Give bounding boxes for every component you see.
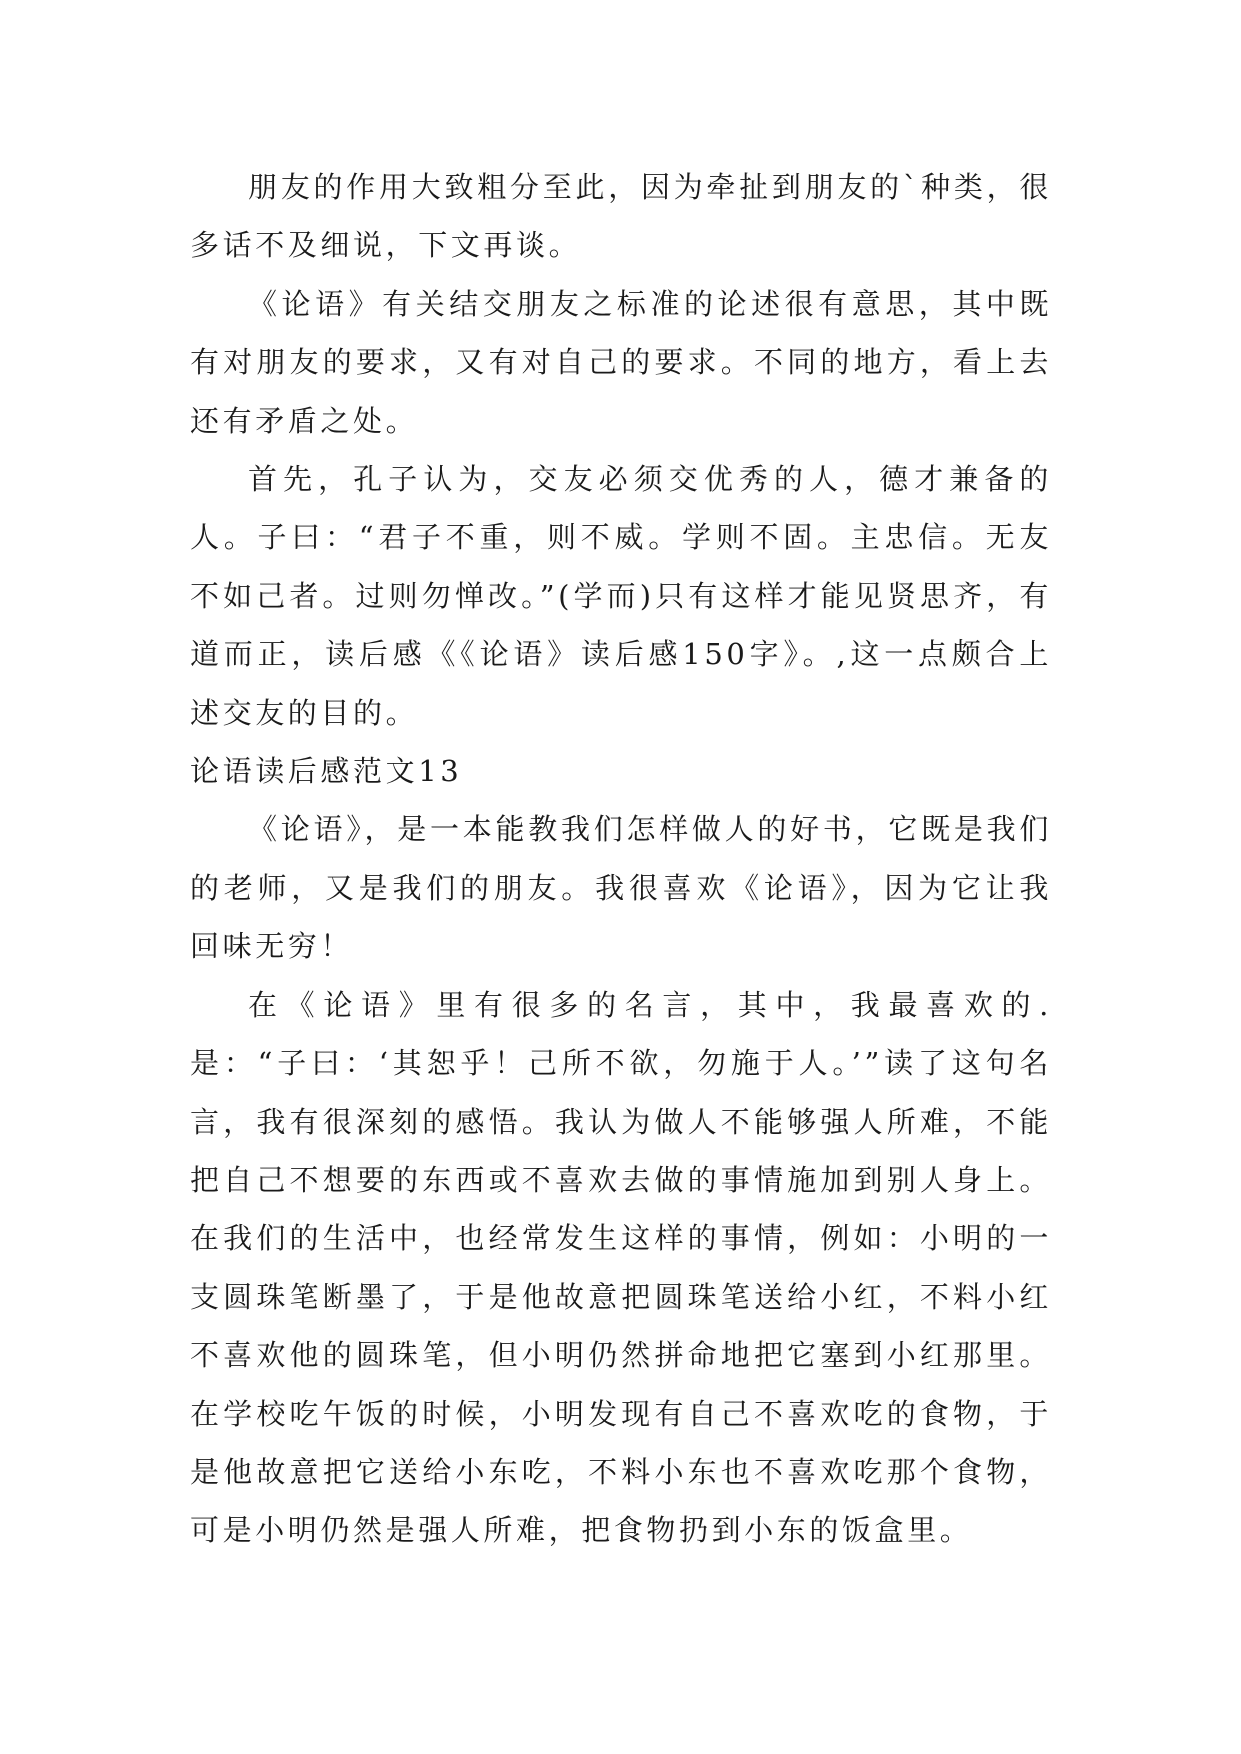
paragraph: 在《论语》里有很多的名言，其中，我最喜欢的.是：“子曰：‘其恕乎！己所不欲，勿施于人。’”读了这句名言，我有很深刻的感悟。我认为做人不能够强人所难，不能把自己不想要的东西或不喜欢去做的事情施加到别人身上。在我们的生活中，也经常发生这样的事情，例如：小明的一支圆珠笔断墨了，于是他故意把圆珠笔送给小红，不料小红不喜欢他的圆珠笔，但小明仍然拼命地把它塞到小红那里。在学校吃午饭的时候，小明发现有自己不喜欢吃的食物，于是他故意把它送给小东吃，不料小东也不喜欢吃那个食物，可是小明仍然是强人所难，把食物扔到小东的饭盒里。 <box>190 987 1052 1548</box>
paragraph: 首先，孔子认为，交友必须交优秀的人，德才兼备的人。子曰：“君子不重，则不威。学则不固。主忠信。无友不如己者。过则勿惮改。”(学而)只有这样才能见贤思齐，有道而正，读后感《《论语》读后感150字》。,这一点颇合上述交友的目的。 <box>190 462 1052 730</box>
section-title: 论语读后感范文13 <box>190 754 463 789</box>
document-body <box>190 158 1052 1560</box>
paragraph: 《论语》有关结交朋友之标准的论述很有意思，其中既有对朋友的要求，又有对自己的要求。不同的地方，看上去还有矛盾之处。 <box>190 286 1052 438</box>
paragraph: 《论语》，是一本能教我们怎样做人的好书，它既是我们的老师，又是我们的朋友。我很喜欢《论语》，因为它让我回味无穷！ <box>190 812 1052 964</box>
paragraph: 朋友的作用大致粗分至此，因为牵扯到朋友的`种类，很多话不及细说，下文再谈。 <box>190 170 1052 263</box>
